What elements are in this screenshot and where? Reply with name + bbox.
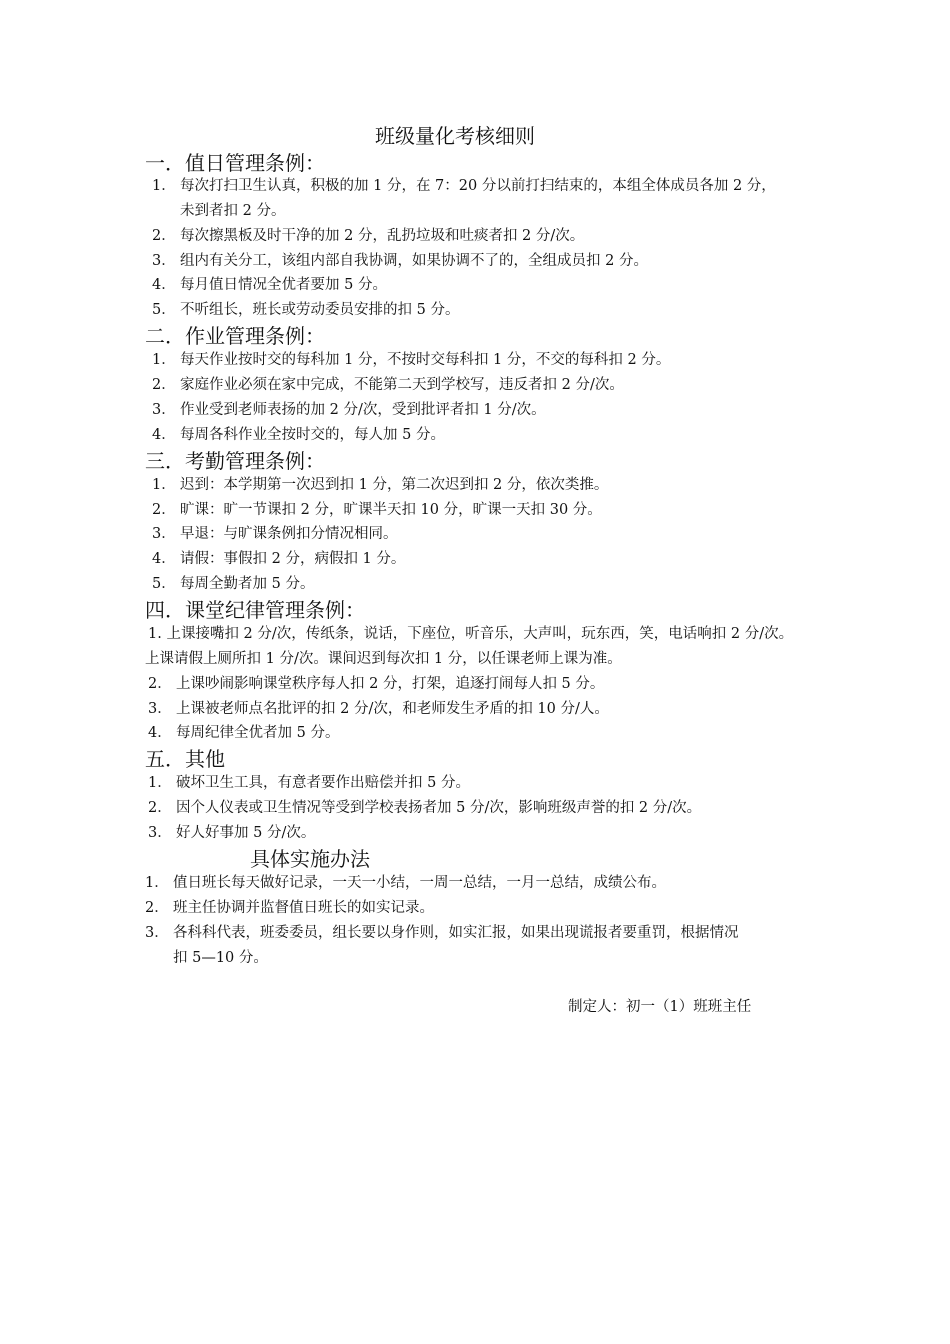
item-text: 请假：事假扣 2 分，病假扣 1 分。 xyxy=(180,551,406,567)
item-number: 4． xyxy=(148,725,172,741)
signature: 制定人：初一（1）班班主任 xyxy=(568,999,752,1015)
item-number: 3． xyxy=(152,253,176,269)
item-text: 每次擦黑板及时干净的加 2 分，乱扔垃圾和吐痰者扣 2 分/次。 xyxy=(180,228,585,244)
list-item xyxy=(148,698,609,720)
item-text: 家庭作业必须在家中完成，不能第二天到学校写，违反者扣 2 分/次。 xyxy=(180,377,624,393)
item-text: 作业受到老师表扬的加 2 分/次，受到批评者扣 1 分/次。 xyxy=(180,402,546,418)
section-heading: 四．课堂纪律管理条例： xyxy=(145,598,365,622)
item-text: 每周全勤者加 5 分。 xyxy=(180,576,315,592)
item-text: 好人好事加 5 分/次。 xyxy=(176,825,316,841)
list-item xyxy=(148,822,315,844)
item-text: 早退：与旷课条例扣分情况相同。 xyxy=(180,526,398,542)
item-number: 4． xyxy=(152,551,176,567)
document-title: 班级量化考核细则 xyxy=(375,124,535,148)
item-text: 班主任协调并监督值日班长的如实记录。 xyxy=(173,900,434,916)
list-item xyxy=(145,872,666,894)
list-item xyxy=(152,274,387,296)
list-item xyxy=(145,922,739,944)
item-number: 1． xyxy=(148,775,172,791)
list-item xyxy=(152,299,459,321)
list-item xyxy=(152,474,608,496)
item-number: 1． xyxy=(152,352,176,368)
list-item xyxy=(152,175,776,197)
item-number: 2． xyxy=(148,800,172,816)
item-continuation: 扣 5—10 分。 xyxy=(173,950,268,966)
item-text: 每周各科作业全按时交的，每人加 5 分。 xyxy=(180,427,445,443)
item-number: 2． xyxy=(152,502,176,518)
list-item xyxy=(152,573,314,595)
item-text: 值日班长每天做好记录，一天一小结，一周一总结，一月一总结，成绩公布。 xyxy=(173,875,666,891)
section-heading: 三．考勤管理条例： xyxy=(145,449,325,473)
list-item xyxy=(152,499,602,521)
implementation-title: 具体实施办法 xyxy=(250,847,370,871)
item-number: 3． xyxy=(145,925,169,941)
item-number: 3． xyxy=(152,526,176,542)
item-text: 上课吵闹影响课堂秩序每人扣 2 分，打架，追逐打闹每人扣 5 分。 xyxy=(176,676,605,692)
item-text: 每次打扫卫生认真，积极的加 1 分，在 7：20 分以前打扫结束的，本组全体成员各加 2 分， xyxy=(180,178,776,194)
item-text: 迟到：本学期第一次迟到扣 1 分，第二次迟到扣 2 分，依次类推。 xyxy=(180,477,609,493)
item-text: 每天作业按时交的每科加 1 分，不按时交每科扣 1 分，不交的每科扣 2 分。 xyxy=(180,352,671,368)
list-item xyxy=(148,797,701,819)
item-text: 每月值日情况全优者要加 5 分。 xyxy=(180,277,387,293)
list-item xyxy=(152,250,648,272)
section-heading: 一．值日管理条例： xyxy=(145,151,325,175)
section-heading: 五．其他 xyxy=(145,747,225,771)
item-text: 因个人仪表或卫生情况等受到学校表扬者加 5 分/次，影响班级声誉的扣 2 分/次。 xyxy=(176,800,702,816)
list-item xyxy=(148,722,339,744)
list-item xyxy=(152,374,624,396)
item-continuation: 上课请假上厕所扣 1 分/次。课间迟到每次扣 1 分，以任课老师上课为准。 xyxy=(145,651,622,667)
item-number: 1． xyxy=(152,477,176,493)
list-item xyxy=(152,548,405,570)
list-item xyxy=(152,225,584,247)
list-item xyxy=(145,897,434,919)
item-number: 3． xyxy=(148,825,172,841)
item-number: 1． xyxy=(145,875,169,891)
item-number: 5． xyxy=(152,302,176,318)
item-number: 2． xyxy=(152,228,176,244)
item-number: 3． xyxy=(152,402,176,418)
item-continuation: 未到者扣 2 分。 xyxy=(180,203,286,219)
list-item xyxy=(152,399,546,421)
list-item xyxy=(152,424,445,446)
item-text: 每周纪律全优者加 5 分。 xyxy=(176,725,340,741)
section-heading: 二．作业管理条例： xyxy=(145,324,325,348)
item-text: 组内有关分工，该组内部自我协调，如果协调不了的，全组成员扣 2 分。 xyxy=(180,253,648,269)
item-text: 旷课：旷一节课扣 2 分，旷课半天扣 10 分，旷课一天扣 30 分。 xyxy=(180,502,602,518)
item-number: 2． xyxy=(145,900,169,916)
item-number: 3． xyxy=(148,701,172,717)
list-item xyxy=(152,349,670,371)
item-text: 上课被老师点名批评的扣 2 分/次，和老师发生矛盾的扣 10 分/人。 xyxy=(176,701,609,717)
item-text: 各科科代表，班委委员，组长要以身作则，如实汇报，如果出现谎报者要重罚，根据情况 xyxy=(173,925,739,941)
item-number: 5． xyxy=(152,576,176,592)
item-number: 2． xyxy=(152,377,176,393)
item-text: 不听组长，班长或劳动委员安排的扣 5 分。 xyxy=(180,302,460,318)
item-text: 1. 上课接嘴扣 2 分/次，传纸条，说话，下座位，听音乐，大声叫，玩东西，笑，电话响扣 2 分/次。 xyxy=(148,626,794,642)
item-number: 4． xyxy=(152,277,176,293)
list-item xyxy=(148,673,604,695)
item-number: 2． xyxy=(148,676,172,692)
list-item xyxy=(148,772,470,794)
item-text: 破坏卫生工具，有意者要作出赔偿并扣 5 分。 xyxy=(176,775,470,791)
item-number: 1． xyxy=(152,178,176,194)
list-item xyxy=(152,523,398,545)
item-number: 4． xyxy=(152,427,176,443)
